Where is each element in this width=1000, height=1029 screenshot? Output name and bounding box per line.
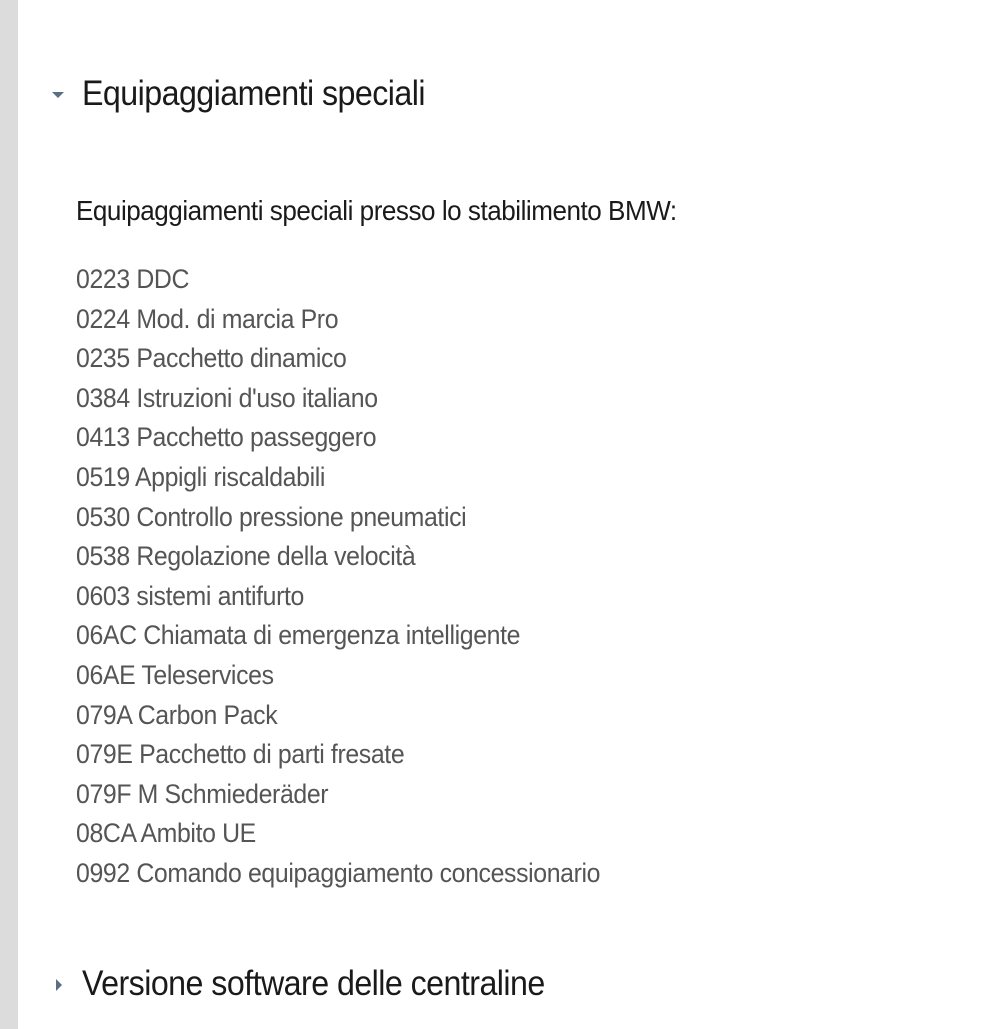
- list-item: 0538 Regolazione della velocità: [76, 541, 416, 572]
- left-sidebar-strip: [0, 0, 18, 1029]
- list-item: 0519 Appigli riscaldabili: [76, 461, 326, 492]
- list-item: 079E Pacchetto di parti fresate: [76, 739, 405, 770]
- list-item: 0413 Pacchetto passeggero: [76, 422, 377, 453]
- list-item: 06AE Teleservices: [76, 659, 274, 690]
- section-equipaggiamenti-speciali-toggle[interactable]: [52, 74, 455, 114]
- list-item: 0223 DDC: [76, 264, 190, 294]
- triangle-down-icon: [52, 92, 64, 98]
- equipment-list: [76, 260, 646, 894]
- list-item: 0603 sistemi antifurto: [76, 580, 305, 611]
- list-item: 0530 Controllo pressione pneumatici: [76, 501, 467, 532]
- section-versione-software-toggle[interactable]: [52, 964, 585, 1004]
- section-title: Versione software delle centraline: [82, 964, 545, 1003]
- list-item: 0992 Comando equipaggiamento concessionario: [76, 857, 601, 888]
- list-item: 079A Carbon Pack: [76, 699, 278, 730]
- section-subtitle: Equipaggiamenti speciali presso lo stabilimento BMW:: [76, 195, 677, 226]
- section-title: Equipaggiamenti speciali: [82, 74, 425, 113]
- list-item: 06AC Chiamata di emergenza intelligente: [76, 620, 521, 651]
- list-item: 08CA Ambito UE: [76, 818, 256, 849]
- list-item: 079F M Schmiederäder: [76, 778, 329, 809]
- list-item: 0384 Istruzioni d'uso italiano: [76, 382, 378, 413]
- list-item: 0224 Mod. di marcia Pro: [76, 303, 339, 334]
- list-item: 0235 Pacchetto dinamico: [76, 343, 347, 374]
- triangle-right-icon: [56, 979, 62, 991]
